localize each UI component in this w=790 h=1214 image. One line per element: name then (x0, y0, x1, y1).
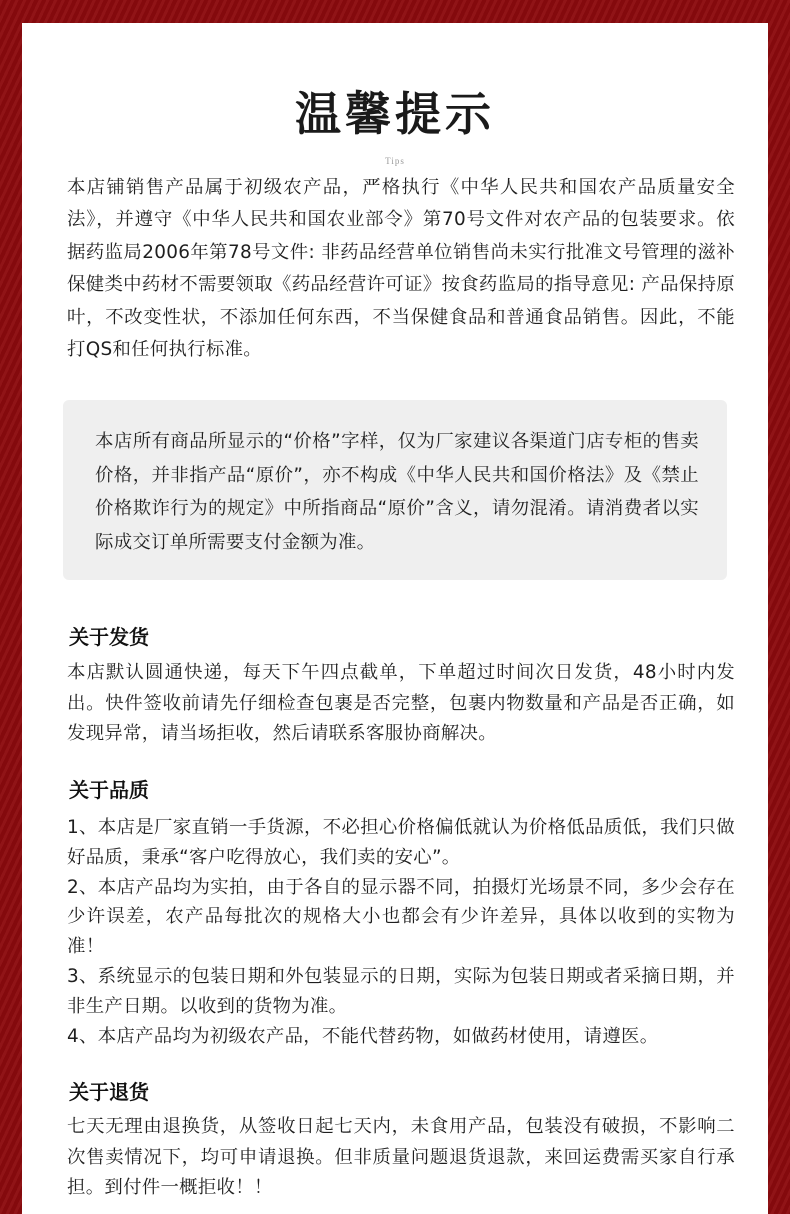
price-notice-text: 本店所有商品所显示的“价格”字样，仅为厂家建议各渠道门店专柜的售卖价格，并非指产品“原价”，亦不构成《中华人民共和国价格法》及《禁止价格欺诈行为的规定》中所指商品“原价”含义，请勿混淆。请消费者以实际成交订单所需要支付金额为准。 (95, 431, 699, 553)
price-notice-box (63, 400, 727, 580)
quality-item: 3、系统显示的包装日期和外包装显示的日期，实际为包装日期或者采摘日期，并非生产日期。以收到的货物为准。 (67, 965, 735, 1017)
page-subtitle: Tips (385, 156, 405, 166)
shipping-text: 本店默认圆通快递，每天下午四点截单，下单超过时间次日发货，48小时内发出。快件签收前请先仔细检查包裹是否完整，包裹内物数量和产品是否正确，如发现异常，请当场拒收，然后请联系客服协商解决。 (67, 662, 735, 745)
quality-item: 1、本店是厂家直销一手货源，不必担心价格偏低就认为价格低品质低，我们只做好品质，秉承“客户吃得放心，我们卖的安心”。 (67, 817, 735, 868)
returns-heading: 关于退货 (69, 1080, 149, 1104)
shipping-heading: 关于发货 (69, 625, 149, 649)
quality-item: 4、本店产品均为初级农产品，不能代替药物，如做药材使用，请遵医。 (67, 1025, 659, 1047)
intro-paragraph: 本店铺销售产品属于初级农产品，严格执行《中华人民共和国农产品质量安全法》，并遵守《中华人民共和国农业部令》第70号文件对农产品的包装要求。依据药监局2006年第78号文件: 非药品经营单位销售尚未实行批准文号管理的滋补保健类中药材不需要领取《药品经营许可证》按食药监局的指导意见: 产品保持原叶，不改变性状，不添加任何东西，不当保健食品和普通食品销售。因此，不能打QS和任何执行标准。 (67, 177, 735, 361)
quality-heading: 关于品质 (69, 778, 149, 802)
page-title: 温馨提示 (295, 87, 495, 141)
tips-card (22, 23, 768, 1214)
quality-item: 2、本店产品均为实拍，由于各自的显示器不同，拍摄灯光场景不同，多少会存在少许误差，农产品每批次的规格大小也都会有少许差异，具体以收到的实物为准！ (67, 876, 735, 958)
returns-text: 七天无理由退换货，从签收日起七天内，未食用产品，包装没有破损，不影响二次售卖情况下，均可申请退换。但非质量问题退货退款，来回运费需买家自行承担。到付件一概拒收！！ (67, 1116, 735, 1199)
quality-list (67, 813, 735, 1051)
